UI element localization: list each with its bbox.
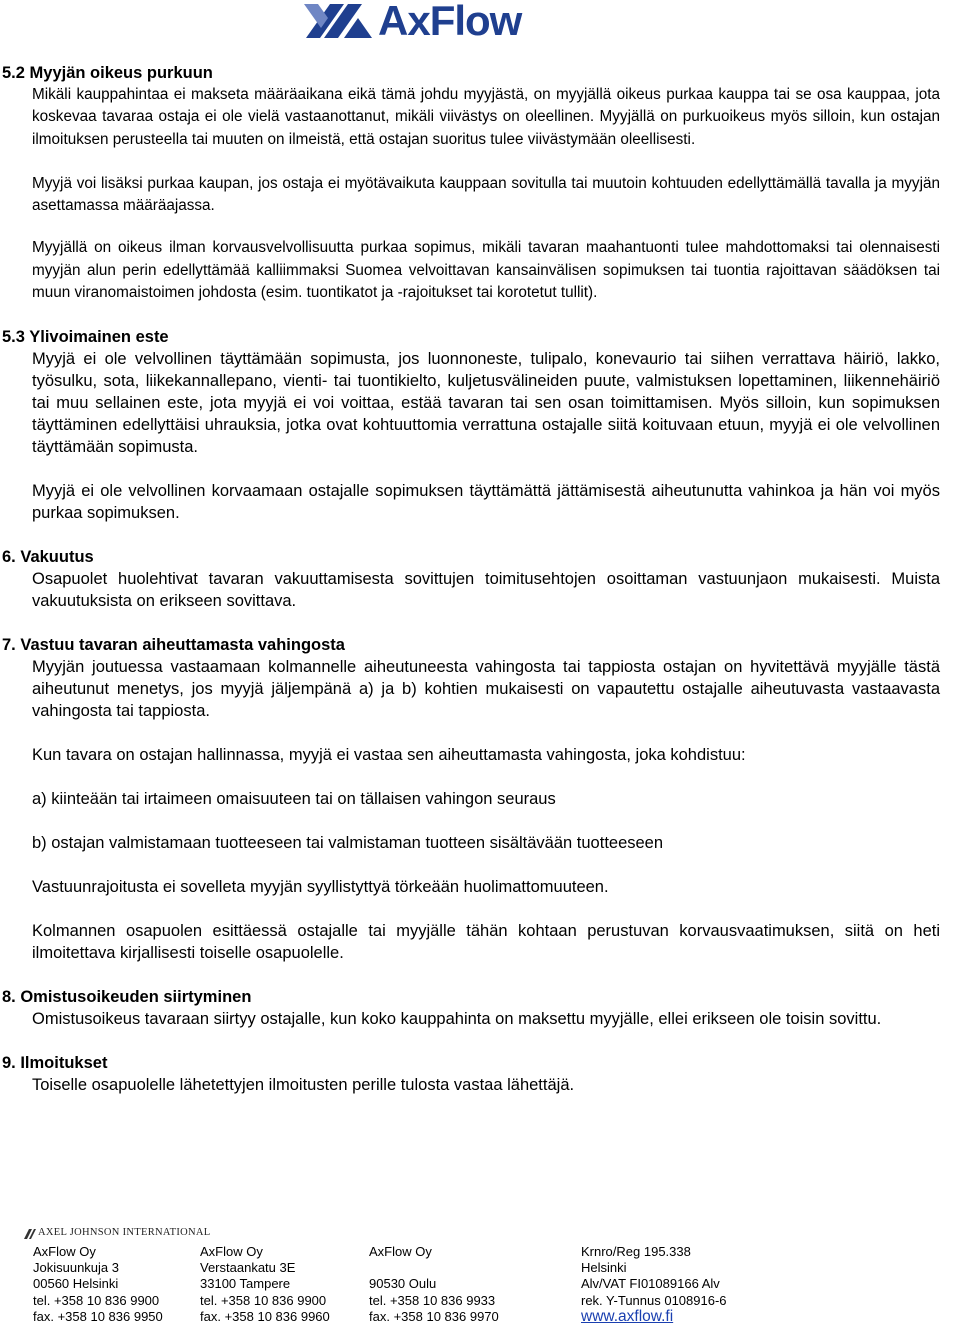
paragraph: Myyjä ei ole velvollinen korvaamaan ostajalle sopimuksen täyttämättä jättämisestä aiheutunutta vahinkoa ja hän voi myös purkaa sopimuksen. <box>32 482 940 523</box>
group-name: AXEL JOHNSON INTERNATIONAL <box>38 1227 211 1238</box>
section-heading: 6. Vakuutus <box>2 548 94 567</box>
paragraph: Myyjän joutuessa vastaamaan kolmannelle aiheutuneesta vahingosta tai tappiosta ostajan on hyvitettävä myyjälle tästä aiheutunut menetys, jos myyjä jäljempänä a) ja b) kohtien mukaisesti on vapautettu ostajalle aiheutuvasta vastaavasta vahingosta tai tappiosta. <box>32 658 940 721</box>
terms-document <box>0 62 940 1118</box>
footer-address-oulu <box>369 1244 499 1325</box>
fax: fax. +358 10 836 9950 <box>33 1308 163 1324</box>
section-7 <box>0 634 940 964</box>
vat-number: Alv/VAT FI01089166 Alv <box>581 1276 720 1292</box>
paragraph: Osapuolet huolehtivat tavaran vakuuttamisesta sovittujen toimitusehtojen osoittaman vastuunjaon mukaisesti. Muista vakuutuksista on erikseen sovittava. <box>32 570 940 611</box>
section-heading: 5.3 Ylivoimainen este <box>2 328 169 347</box>
paragraph: Kun tavara on ostajan hallinnassa, myyjä ei vastaa sen aiheuttamasta vahingosta, joka kohdistuu: <box>32 746 746 765</box>
fax: fax. +358 10 836 9960 <box>200 1308 330 1324</box>
website-link[interactable]: www.axflow.fi <box>581 1307 674 1325</box>
section-heading: 5.2 Myyjän oikeus purkuun <box>2 64 213 82</box>
company-name: AxFlow Oy <box>200 1244 263 1259</box>
footer-address-helsinki <box>33 1244 163 1325</box>
axflow-logo-text: AxFlow <box>378 0 522 44</box>
paragraph: Toiselle osapuolelle lähetettyjen ilmoitusten perille tulosta vastaa lähettäjä. <box>32 1076 575 1095</box>
phone: tel. +358 10 836 9900 <box>200 1292 327 1308</box>
register-city: Helsinki <box>581 1260 627 1276</box>
axflow-mark-icon <box>300 0 374 40</box>
trade-register: Krnro/Reg 195.338 <box>581 1244 691 1259</box>
paragraph: Kolmannen osapuolen esittäessä ostajalle tai myyjälle tähän kohtaan perustuvan korvausvaatimuksen, siitä on heti ilmoitettava kirjallisesti toiselle osapuolelle. <box>32 922 940 963</box>
section-heading: 7. Vastuu tavaran aiheuttamasta vahingosta <box>2 636 345 655</box>
section-5-2 <box>0 62 940 304</box>
list-item-a: a) kiinteään tai irtaimeen omaisuuteen tai on tällaisen vahingon seuraus <box>32 790 556 809</box>
paragraph: Myyjä ei ole velvollinen täyttämään sopimusta, jos luonnoneste, tulipalo, konevaurio tai siihen verrattava häiriö, lakko, työsulku, sota, liikekannallepano, vienti- tai tuontikielto, kuljetusvälineiden puute, valmistuksen lopettaminen, liikennehäiriö tai muu sellainen este, jota myyjä ei voi voittaa, estää tavaran tai sen osan toimittamisen. Myös silloin, kun sopimuksen täyttäminen edellyttäisi uhrauksia, jotka ovat kohtuuttomia verrattuna ostajalle siitä koituvaan etuun, myyjä ei ole velvollinen täyttämään sopimusta. <box>32 350 940 457</box>
paragraph: Omistusoikeus tavaraan siirtyy ostajalle, kun koko kauppahinta on maksettu myyjälle, ellei erikseen ole toisin sovittu. <box>32 1010 882 1029</box>
footer-address-tampere <box>200 1244 330 1325</box>
axflow-logo <box>300 0 570 44</box>
street-address <box>369 1260 499 1276</box>
street-address: Jokisuunkuja 3 <box>33 1260 119 1276</box>
business-id: rek. Y-Tunnus 0108916-6 <box>581 1292 727 1308</box>
postal-city: 90530 Oulu <box>369 1276 437 1292</box>
list-item-b: b) ostajan valmistamaan tuotteeseen tai valmistaman tuotteen sisältävään tuotteeseen <box>32 834 664 853</box>
street-address: Verstaankatu 3E <box>200 1260 296 1276</box>
phone: tel. +358 10 836 9933 <box>369 1292 496 1308</box>
fax: fax. +358 10 836 9970 <box>369 1308 499 1324</box>
postal-city: 00560 Helsinki <box>33 1276 119 1292</box>
paragraph: Mikäli kauppahintaa ei makseta määräaikana eikä tämä johdu myyjästä, on myyjällä oikeus purkaa kauppa tai se osa kauppaa, jota koskevaa tavaraa ostaja ei ole vielä vastaanottanut, mikäli viivästys on oleellinen. Myyjällä on purkuoikeus myös silloin, kun ostajan ilmoituksen perusteella tai muuten on ilmeistä, että ostajan suoritus tulee viivästymään oleellisesti. <box>32 86 940 148</box>
section-8 <box>0 986 940 1030</box>
paragraph: Myyjä voi lisäksi purkaa kaupan, jos ostaja ei myötävaikuta kauppaan sovitulla tai muutoin kohtuuden edellyttämällä tavalla ja myyjän asettamassa määräajassa. <box>32 174 940 215</box>
company-name: AxFlow Oy <box>33 1244 96 1259</box>
section-5-3 <box>0 326 940 524</box>
axel-johnson-mark-icon <box>24 1229 36 1239</box>
section-9 <box>0 1052 940 1096</box>
postal-city: 33100 Tampere <box>200 1276 291 1292</box>
section-6 <box>0 546 940 612</box>
section-heading: 9. Ilmoitukset <box>2 1054 108 1073</box>
phone: tel. +358 10 836 9900 <box>33 1292 160 1308</box>
section-heading: 8. Omistusoikeuden siirtyminen <box>2 988 252 1007</box>
paragraph: Myyjällä on oikeus ilman korvausvelvollisuutta purkaa sopimus, mikäli tavaran maahantuonti tulee mahdottomaksi tai olennaisesti myyjän alun perin edellyttämää kalliimmaksi Suomea velvoittavan kansainvälisen sopimuksen tai tuontia rajoittavan säädöksen tai muun viranomaistoimen johdosta (esim. tuontikatot ja -rajoitukset tai korotetut tullit). <box>32 239 940 302</box>
footer-registration <box>581 1244 727 1325</box>
company-name: AxFlow Oy <box>369 1244 432 1259</box>
paragraph: Vastuunrajoitusta ei sovelleta myyjän syyllistyttyä törkeään huolimattomuuteen. <box>32 878 609 897</box>
